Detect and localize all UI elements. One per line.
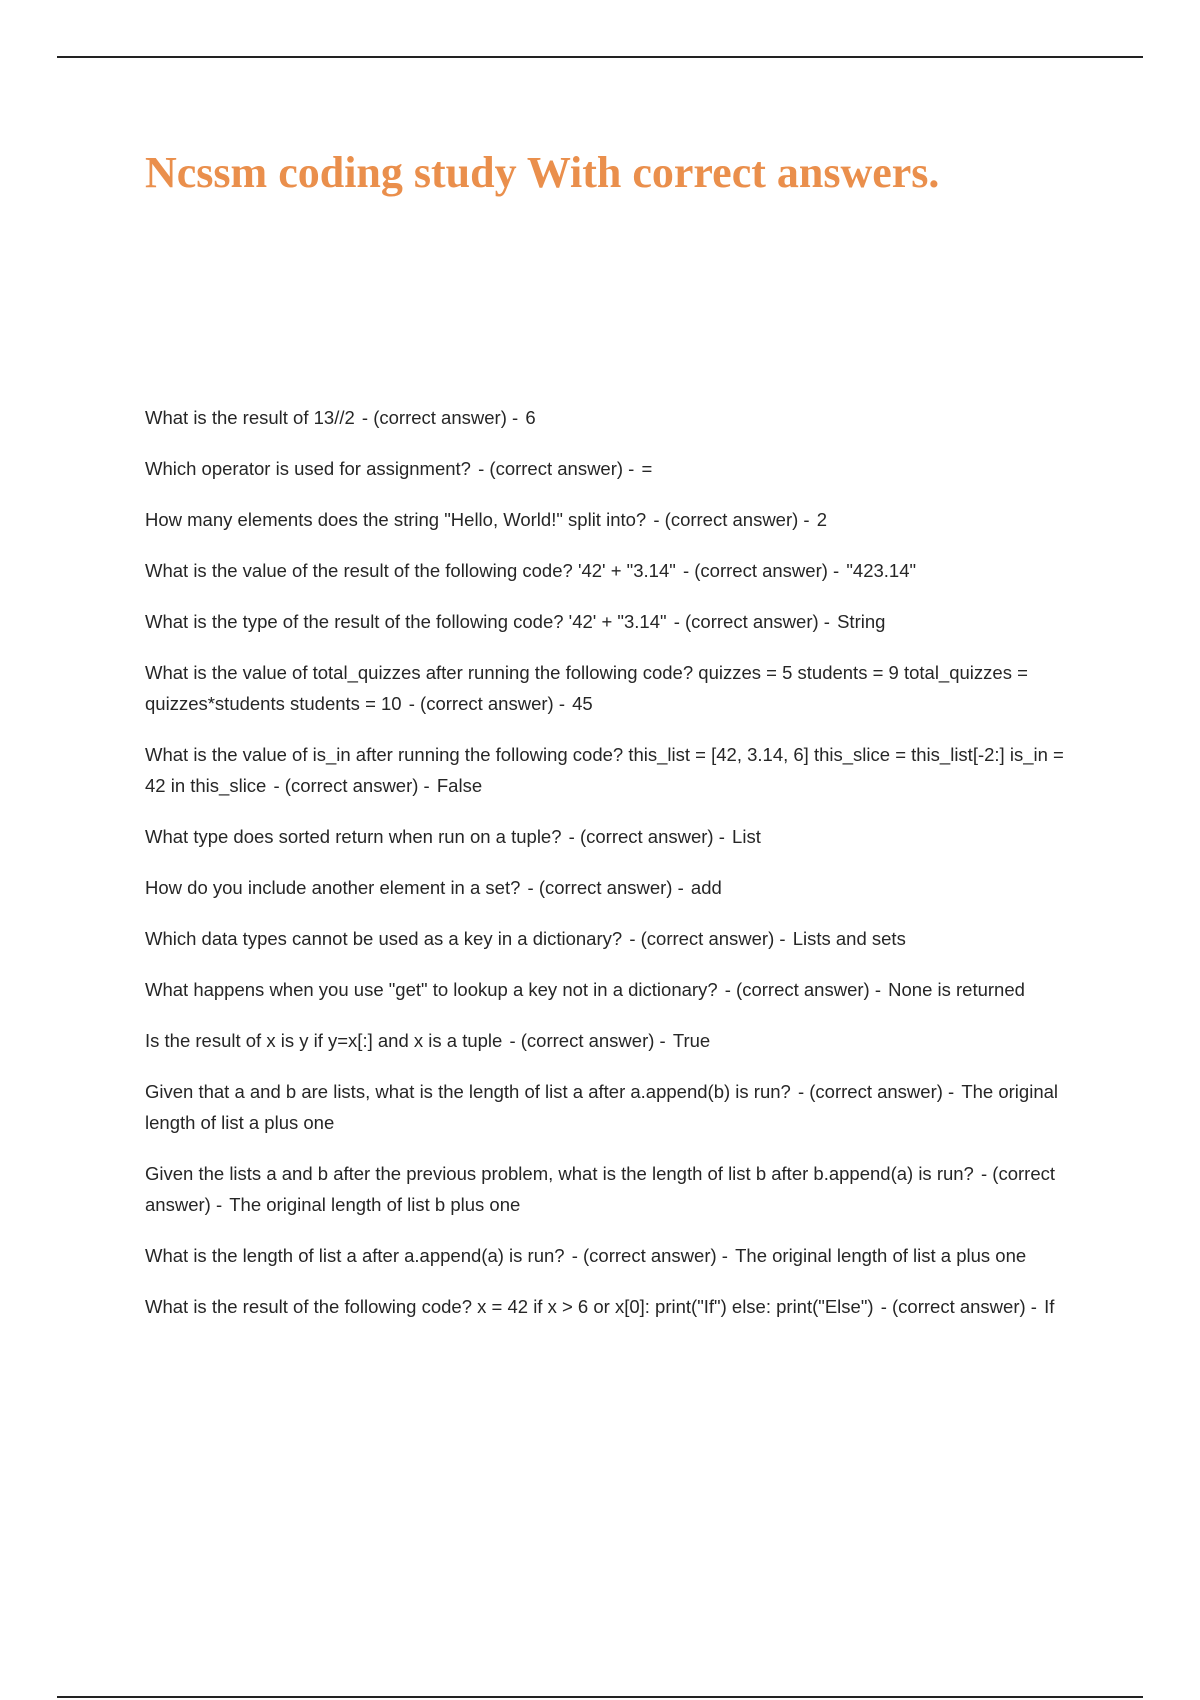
question-text: How many elements does the string "Hello, World!" split into? bbox=[145, 509, 647, 530]
answer-marker: - (correct answer) - bbox=[880, 1296, 1037, 1317]
question-text: What is the value of total_quizzes after running the following code? quizzes = 5 students = 9 total_quizzes = quizzes*students students = 10 bbox=[145, 662, 1028, 714]
answer-text: If bbox=[1044, 1296, 1055, 1317]
answer-marker: - (correct answer) - bbox=[653, 509, 810, 530]
answer-text: The original length of list b plus one bbox=[229, 1194, 521, 1215]
qa-item bbox=[145, 1158, 1075, 1220]
qa-item bbox=[145, 1025, 1075, 1056]
qa-item bbox=[145, 402, 1075, 433]
qa-item bbox=[145, 606, 1075, 637]
answer-marker: - (correct answer) - bbox=[527, 877, 684, 898]
answer-text: List bbox=[732, 826, 761, 847]
qa-item bbox=[145, 821, 1075, 852]
answer-marker: - (correct answer) - bbox=[571, 1245, 728, 1266]
answer-text: 45 bbox=[572, 693, 593, 714]
qa-item bbox=[145, 974, 1075, 1005]
qa-item bbox=[145, 657, 1075, 719]
qa-item bbox=[145, 872, 1075, 903]
question-text: Given that a and b are lists, what is the length of list a after a.append(b) is run? bbox=[145, 1081, 791, 1102]
answer-marker: - (correct answer) - bbox=[797, 1081, 955, 1102]
answer-text: "423.14" bbox=[846, 560, 917, 581]
answer-text: String bbox=[837, 611, 886, 632]
answer-marker: - (correct answer) - bbox=[145, 1163, 1055, 1215]
question-text: What type does sorted return when run on a tuple? bbox=[145, 826, 562, 847]
answer-text: True bbox=[672, 1030, 711, 1051]
top-rule bbox=[57, 56, 1143, 58]
question-text: What is the value of the result of the following code? '42' + "3.14" bbox=[145, 560, 676, 581]
qa-item bbox=[145, 555, 1075, 586]
qa-item bbox=[145, 453, 1075, 484]
qa-list bbox=[145, 402, 1075, 1342]
answer-text: add bbox=[690, 877, 722, 898]
question-text: What is the type of the result of the following code? '42' + "3.14" bbox=[145, 611, 667, 632]
answer-marker: - (correct answer) - bbox=[629, 928, 786, 949]
qa-item bbox=[145, 739, 1075, 801]
answer-text: The original length of list a plus one bbox=[735, 1245, 1027, 1266]
answer-text: The original length of list a plus one bbox=[145, 1081, 1059, 1133]
question-text: Given the lists a and b after the previous problem, what is the length of list b after b.append(a) is run? bbox=[145, 1163, 974, 1184]
question-text: What happens when you use "get" to lookup a key not in a dictionary? bbox=[145, 979, 718, 1000]
qa-item bbox=[145, 923, 1075, 954]
answer-marker: - (correct answer) - bbox=[478, 458, 635, 479]
qa-item bbox=[145, 1076, 1075, 1138]
bottom-rule bbox=[57, 1696, 1143, 1698]
qa-item bbox=[145, 1240, 1075, 1271]
question-text: How do you include another element in a set? bbox=[145, 877, 521, 898]
answer-marker: - (correct answer) - bbox=[682, 560, 840, 581]
answer-marker: - (correct answer) - bbox=[724, 979, 881, 1000]
answer-marker: - (correct answer) - bbox=[673, 611, 830, 632]
question-text: Which data types cannot be used as a key in a dictionary? bbox=[145, 928, 623, 949]
question-text: What is the value of is_in after running the following code? this_list = [42, 3.14, 6] this_slice = this_list[-2:] is_in = 42 in this_slice bbox=[145, 744, 1064, 796]
answer-marker: - (correct answer) - bbox=[568, 826, 725, 847]
answer-text: False bbox=[436, 775, 483, 796]
answer-text: = bbox=[641, 458, 653, 479]
answer-text: 2 bbox=[816, 509, 828, 530]
question-text: What is the result of 13//2 bbox=[145, 407, 355, 428]
answer-marker: - (correct answer) - bbox=[408, 693, 565, 714]
document-title: Ncssm coding study With correct answers. bbox=[145, 148, 940, 197]
answer-marker: - (correct answer) - bbox=[273, 775, 430, 796]
question-text: What is the result of the following code? x = 42 if x > 6 or x[0]: print("If") else: print("Else") bbox=[145, 1296, 874, 1317]
qa-item bbox=[145, 504, 1075, 535]
question-text: What is the length of list a after a.append(a) is run? bbox=[145, 1245, 565, 1266]
answer-text: 6 bbox=[525, 407, 536, 428]
answer-marker: - (correct answer) - bbox=[509, 1030, 666, 1051]
answer-text: None is returned bbox=[888, 979, 1025, 1000]
answer-text: Lists and sets bbox=[792, 928, 906, 949]
question-text: Is the result of x is y if y=x[:] and x is a tuple bbox=[145, 1030, 503, 1051]
question-text: Which operator is used for assignment? bbox=[145, 458, 471, 479]
qa-item bbox=[145, 1291, 1075, 1322]
answer-marker: - (correct answer) - bbox=[361, 407, 519, 428]
